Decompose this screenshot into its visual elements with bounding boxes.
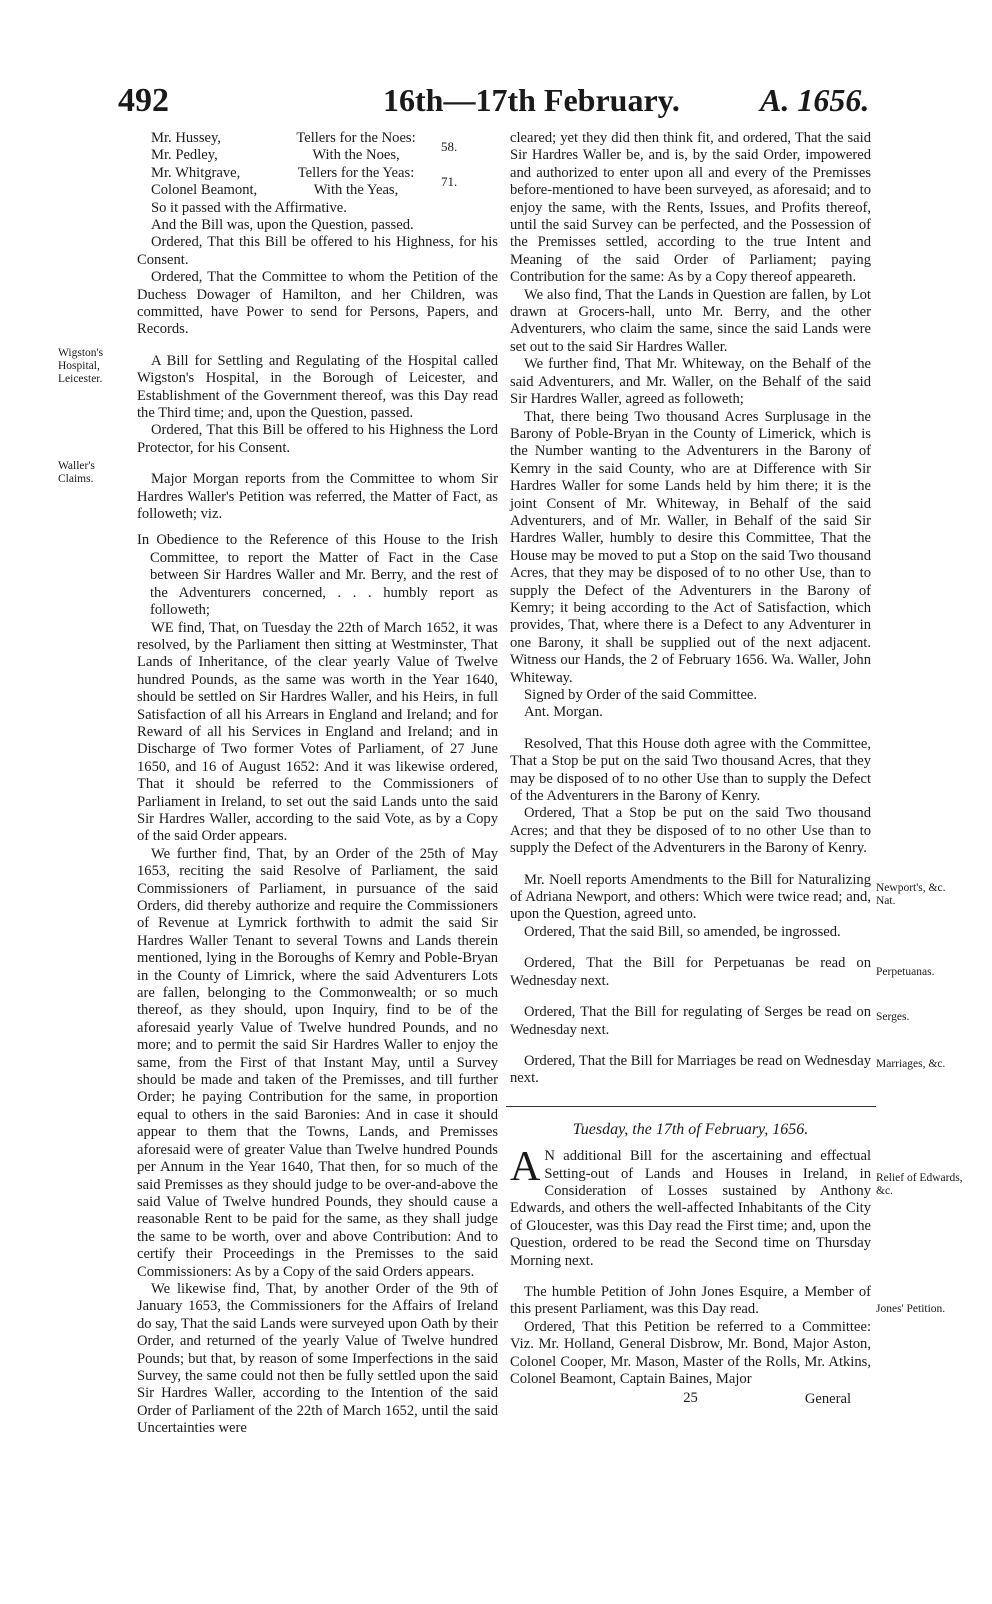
paragraph: Ordered, That the said Bill, so amended, be ingrossed. bbox=[524, 923, 841, 940]
margin-note-waller: Waller's Claims. bbox=[58, 460, 95, 485]
running-header bbox=[0, 82, 992, 126]
right-column bbox=[510, 130, 871, 1408]
paragraph: We further find, That, by an Order of the 25th of May 1653, reciting the said Resolve of Parliament, the said Commissioners of Parliament, in pursuance of the said Orders, did thereby authorize and require the Commissioners of Revenue at Lymrick forthwith to admit the said Sir Hardres Waller Tenant to several Towns and Lands therein mentioned, lying in the Boroughs of Kemry and Poble-Bryan in the County of Limrick, where the said Adventurers Lots are fallen, belonging to the Commonwealth; or so much thereof, as they should, upon Inquiry, find to be of the aforesaid yearly Value of Twelve hundred Pounds, and no more; and to permit the said Sir Hardres Waller to enjoy the same, from the First of that Instant May, until a Survey should be made and taken of the Premisses, and till further Order; he paying Contribution for the same, in proportion equal to others in the said Baronies: And in case it should appear to them that the Towns, Lands, and Premisses aforesaid were of greater Value than Twelve hundred Pounds per Annum in the Year 1640, That then, for so much of the said Premisses as they should judge to be over-and-above the said Value of Twelve hundred Pounds, they should cause a reasonable Rent to be paid for the same, as they shall judge the same to be worth, over and above Contribution: And to certify their Proceedings in the Premisses to the said Commissioners: As by a Copy of the said Orders appears. bbox=[137, 845, 498, 1280]
signature-mark: 25 bbox=[683, 1390, 698, 1407]
margin-note-serges: Serges. bbox=[876, 1011, 910, 1023]
paragraph: Ordered, That the Committee to whom the Petition of the Duchess Dowager of Hamilton, and her Children, was committed, have Power to send for Persons, Papers, and Records. bbox=[137, 269, 498, 338]
section-rule bbox=[506, 1106, 876, 1107]
header-dates: 16th—17th February. bbox=[383, 82, 680, 118]
tellers-block bbox=[137, 130, 498, 200]
paragraph: A Bill for Settling and Regulating of the Hospital called Wigston's Hospital, in the Borough of Leicester, and Establishment of the Government thereof, was this Day read the Third time; and, upon the Question, passed. bbox=[137, 352, 498, 422]
catchword: General bbox=[804, 1390, 851, 1407]
teller-name: Mr. Pedley, bbox=[151, 147, 218, 164]
paragraph: cleared; yet they did then think fit, and ordered, That the said Sir Hardres Waller be, and is, by the said Order, impowered and authorized to enter upon all and every of the Premisses before-mentioned to have been surveyed, as aforesaid; and to enjoy the same, with the Rents, Issues, and Profits thereof, until the said Survey can be perfected, and the Possession of the Premisses settled, according to the true Intent and Meaning of the said Order of Parliament; paying Contribution for the same: As by a Copy thereof appeareth. bbox=[510, 130, 871, 286]
paragraph: Ordered, That the Bill for Marriages be read on Wednesday next. bbox=[510, 1052, 871, 1087]
teller-name: Mr. Hussey, bbox=[151, 130, 221, 146]
page-number: 492 bbox=[118, 82, 169, 119]
paragraph: We further find, That Mr. Whiteway, on the Behalf of the said Adventurers, and Mr. Waller, on the Behalf of the said Sir Hardres Waller, agreed as followeth; bbox=[510, 356, 871, 408]
paragraph: N additional Bill for the ascertaining and effectual Setting-out of Lands and Houses in Ireland, in Consideration of Losses sustained by Anthony Edwards, and others the well-affected Inhabitants of the City of Gloucester, was this Day read the First time; and, upon the Question, ordered to be read the Second time on Thursday Morning next. bbox=[510, 1148, 871, 1269]
teller-name: Mr. Whitgrave, bbox=[151, 164, 241, 181]
margin-note-newport: Newport's, &c. Nat. bbox=[876, 882, 946, 907]
paragraph: In Obedience to the Reference of this House to the Irish Committee, to report the Matter of Fact in the Case between Sir Hardres Waller and Mr. Berry, and the rest of the Adventurers concerned, . . . humbly report as followeth; bbox=[137, 532, 498, 619]
paragraph: Ordered, That this Petition be referred to a Committee: Viz. Mr. Holland, General Disbrow, Mr. Bond, Major Aston, Colonel Cooper, Mr. Mason, Master of the Rolls, Mr. Atkins, Colonel Beamont, Captain Baines, Major bbox=[510, 1318, 871, 1387]
paragraph: Signed by Order of the said Committee. bbox=[524, 687, 758, 703]
teller-role: Tellers for the Yeas: bbox=[297, 164, 415, 181]
paragraph: We also find, That the Lands in Question are fallen, by Lot drawn at Grocers-hall, unto Mr. Berry, and the other Adventurers, who claim the same, since the said Lands were set out to the said Sir Hardres Waller. bbox=[510, 286, 871, 355]
yeas-count: 71. bbox=[441, 174, 458, 190]
day-heading: Tuesday, the 17th of February, 1656. bbox=[572, 1120, 809, 1138]
paragraph: And the Bill was, upon the Question, passed. bbox=[151, 216, 414, 233]
paragraph: We likewise find, That, by another Order of the 9th of January 1653, the Commissioners for the Affairs of Ireland do say, That the said Lands were surveyed upon Oath by their Order, and returned of the yearly Value of Twelve hundred Pounds; but that, by reason of some Imperfections in the said Survey, the same could not then be fully settled upon the said Sir Hardres Waller, according to the Intention of the said Order of Parliament of the 22th of March 1652, until the said Uncertainties were bbox=[137, 1280, 498, 1437]
margin-note-edwards: Relief of Edwards, &c. bbox=[876, 1172, 963, 1197]
margin-note-wigston: Wigston's Hospital, Leicester. bbox=[58, 347, 104, 385]
noes-count: 58. bbox=[441, 139, 458, 154]
paragraph: Ant. Morgan. bbox=[524, 704, 603, 721]
paragraph: The humble Petition of John Jones Esquire, a Member of this present Parliament, was this Day read. bbox=[510, 1283, 871, 1318]
margin-note-perpetuanas: Perpetuanas. bbox=[876, 966, 935, 978]
margin-note-marriages: Marriages, &c. bbox=[876, 1058, 946, 1070]
paragraph: Ordered, That a Stop be put on the said Two thousand Acres; and that they be disposed of to no other Use than to supply the Defect of the Adventurers in the Barony of Kenry. bbox=[510, 805, 871, 857]
teller-role: With the Yeas, bbox=[313, 182, 399, 199]
paragraph: WE find, That, on Tuesday the 22th of March 1652, it was resolved, by the Parliament then sitting at Westminster, That Lands of Inheritance, of the clear yearly Value of Twelve hundred Pounds, as the same was worth in the Year 1640, should be settled on Sir Hardres Waller, and his Heirs, in full Satisfaction of all his Arrears in England and Ireland; and for Reward of all his Services in England and Ireland; and in Discharge of Two former Votes of Parliament, of 27 June 1650, and 16 of August 1652: And it was likewise ordered, That it should be referred to the Commissioners of Parliament in Ireland, to set out the said Lands unto the said Sir Hardres Waller, according to the said Vote, as by a Copy of the said Order appears. bbox=[137, 619, 498, 845]
teller-role: With the Noes, bbox=[312, 147, 400, 164]
teller-role: Tellers for the Noes: bbox=[296, 130, 416, 146]
paragraph: Major Morgan reports from the Committee to whom Sir Hardres Waller's Petition was referred, the Matter of Fact, as followeth; viz. bbox=[137, 471, 498, 523]
paragraph: Ordered, That this Bill be offered to his Highness the Lord Protector, for his Consent. bbox=[137, 422, 498, 456]
paragraph: Mr. Noell reports Amendments to the Bill for Naturalizing of Adriana Newport, and others: Which were twice read; and, upon the Question, agreed unto. bbox=[510, 871, 871, 923]
margin-note-jones: Jones' Petition. bbox=[876, 1303, 946, 1315]
paragraph: That, there being Two thousand Acres Surplusage in the Barony of Poble-Bryan in the County of Limerick, which is the Number wanting to the Adventurers in the Barony of Kemry in the said County, who are at Difference with Sir Hardres Waller for some Lands held by him there; it is the joint Consent of Mr. Whiteway, in Behalf of the said Adventurers, and of Mr. Waller, in Behalf of the said Sir Hardres Waller, humbly to desire this Committee, That the House may be moved to put a Stop on the said Two thousand Acres, that they may be disposed of to no other Use, than to supply the Defect of the Adventurers in the Barony of Kemry; it being according to the Act of Satisfaction, which provides, That, where there is a Defect to any Adventurer in one Barony, it shall be supplied out of the next adjacent. Witness our Hands, the 2 of February 1656. Wa. Waller, John Whiteway. bbox=[510, 408, 871, 686]
paragraph: Ordered, That the Bill for regulating of Serges be read on Wednesday next. bbox=[510, 1004, 871, 1038]
paragraph: Ordered, That this Bill be offered to his Highness, for his Consent. bbox=[137, 234, 498, 268]
teller-name: Colonel Beamont, bbox=[151, 182, 258, 199]
drop-cap: A bbox=[510, 1144, 541, 1191]
header-year: A. 1656. bbox=[760, 82, 870, 118]
paragraph: Ordered, That the Bill for Perpetuanas be read on Wednesday next. bbox=[510, 955, 871, 989]
left-column bbox=[137, 130, 498, 1438]
paragraph: So it passed with the Affirmative. bbox=[151, 199, 347, 216]
paragraph: Resolved, That this House doth agree with the Committee, That a Stop be put on the said Two thousand Acres, that they may be disposed of to no other Use than to supply the Defect of the Adventurers in the Barony of Kenry. bbox=[510, 735, 871, 805]
